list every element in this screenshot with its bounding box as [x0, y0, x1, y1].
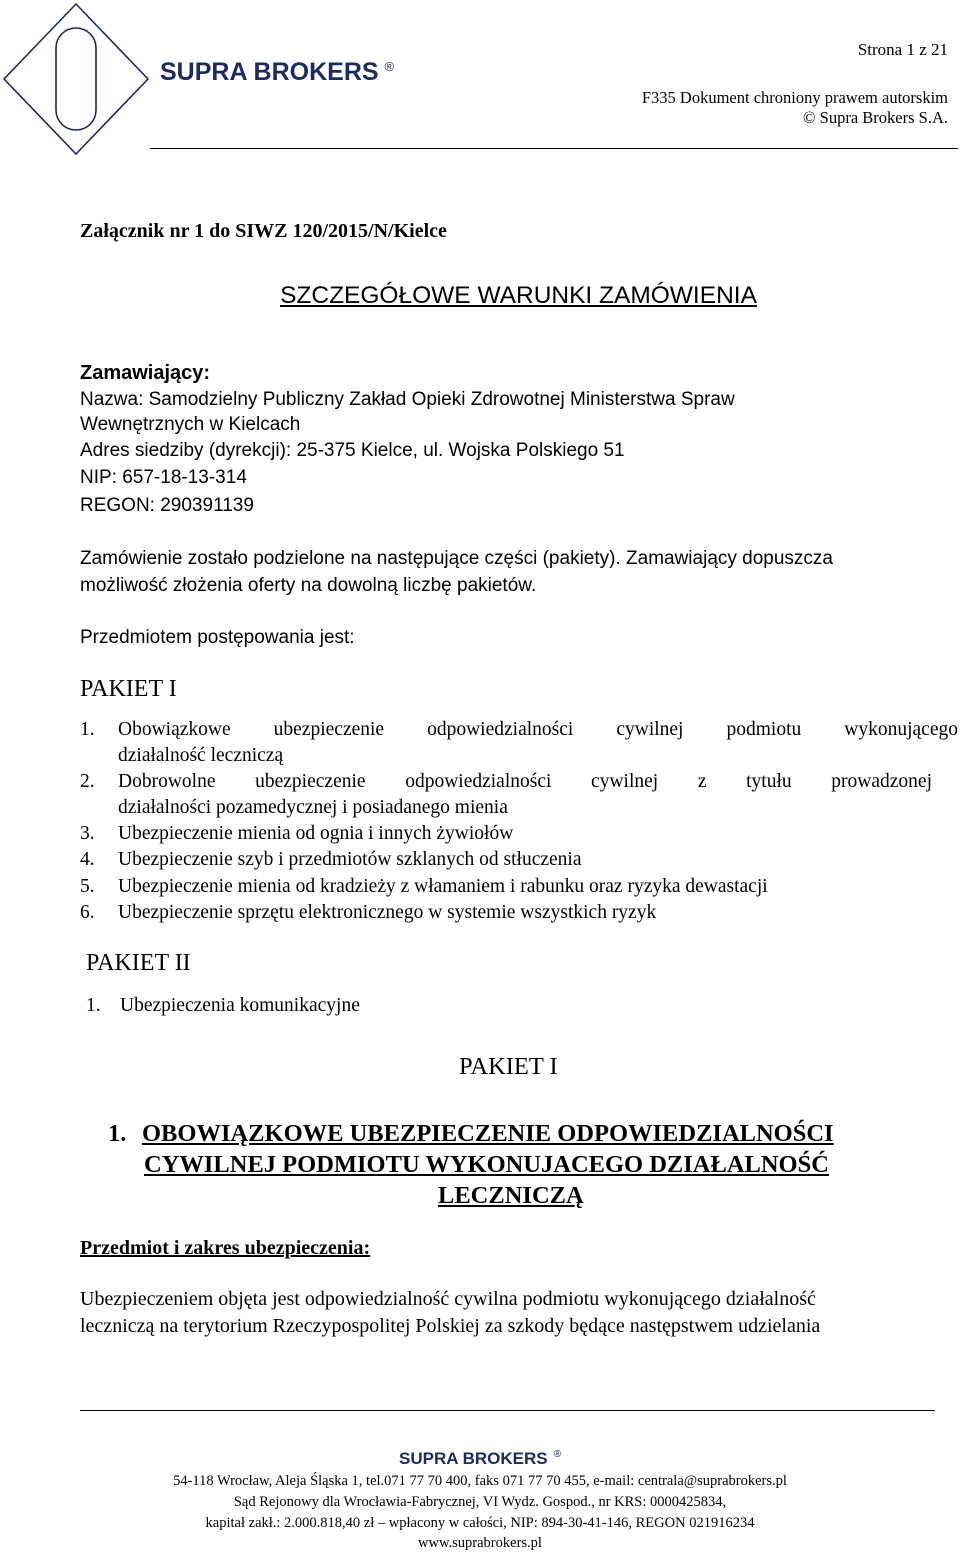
footer-divider	[80, 1410, 935, 1411]
division-line1: Zamówienie zostało podzielone na następujące części (pakiety). Zamawiający dopuszcza	[80, 548, 833, 569]
copyright-notice: F335 Dokument chroniony prawem autorskim	[641, 88, 948, 107]
list-item	[80, 717, 958, 769]
item-text-line1: Obowiązkowe ubezpieczenie odpowiedzialności cywilnej podmiotu wykonującego	[118, 719, 958, 740]
buyer-regon: REGON: 290391139	[80, 495, 254, 516]
package1-heading: PAKIET I	[80, 676, 177, 702]
item-text-line1: Ubezpieczenie mienia od kradzieży z włamaniem i rabunku oraz ryzyka dewastacji	[118, 876, 768, 897]
header-brand: SUPRA BROKERS ®	[160, 58, 395, 86]
item-text-line2: działalność leczniczą	[118, 745, 284, 766]
list-item	[80, 874, 958, 900]
item-number: 1.	[86, 995, 101, 1016]
item-number: 3.	[80, 823, 95, 844]
item-text-line1: Dobrowolne ubezpieczenie odpowiedzialności cywilnej z tytułu prowadzonej	[118, 771, 932, 792]
list-item	[86, 993, 960, 1019]
page-number: Strona 1 z 21	[857, 40, 948, 59]
buyer-label: Zamawiający:	[80, 362, 211, 384]
buyer-name-line2: Wewnętrznych w Kielcach	[80, 414, 301, 435]
footer-address: 54-118 Wrocław, Aleja Śląska 1, tel.071 77 70 400, faks 071 77 70 455, e-mail: centrala@suprabrokers.pl	[173, 1473, 787, 1489]
section-title-line3: LECZNICZĄ	[438, 1182, 584, 1209]
package2-heading: PAKIET II	[86, 950, 191, 976]
list-item	[80, 900, 958, 926]
item-text-line2: działalności pozamedycznej i posiadanego mienia	[118, 797, 508, 818]
footer-brand: SUPRA BROKERS ®	[399, 1449, 561, 1468]
scope-label: Przedmiot i zakres ubezpieczenia:	[80, 1237, 371, 1259]
header-divider	[150, 148, 958, 149]
division-line2: możliwość złożenia oferty na dowolną liczbę pakietów.	[80, 575, 537, 596]
buyer-address: Adres siedziby (dyrekcji): 25-375 Kielce, ul. Wojska Polskiego 51	[80, 440, 625, 461]
list-item	[80, 769, 932, 821]
item-text-line1: Ubezpieczenia komunikacyjne	[120, 995, 360, 1016]
scope-line1: Ubezpieczeniem objęta jest odpowiedzialność cywilna podmiotu wykonującego działalność	[80, 1288, 816, 1310]
footer-capital: kapitał zakł.: 2.000.818,40 zł – wpłacony w całości, NIP: 894-30-41-146, REGON 021916234	[205, 1515, 755, 1531]
subject-intro: Przedmiotem postępowania jest:	[80, 627, 355, 648]
page-title: SZCZEGÓŁOWE WARUNKI ZAMÓWIENIA	[280, 282, 757, 309]
section-number: 1.	[108, 1120, 127, 1147]
footer-website: www.suprabrokers.pl	[418, 1535, 542, 1551]
item-number: 1.	[80, 719, 95, 740]
list-item	[80, 847, 958, 873]
section-package-heading: PAKIET I	[459, 1053, 558, 1080]
section-title-line1: OBOWIĄZKOWE UBEZPIECZENIE ODPOWIEDZIALNOŚCI	[142, 1120, 834, 1147]
item-number: 6.	[80, 902, 95, 923]
scope-line2: leczniczą na terytorium Rzeczypospolitej Polskiej za szkody będące następstwem udzielania	[80, 1315, 821, 1337]
list-item	[80, 821, 958, 847]
attachment-title: Załącznik nr 1 do SIWZ 120/2015/N/Kielce	[80, 220, 447, 242]
section-title-line2: CYWILNEJ PODMIOTU WYKONUJACEGO DZIAŁALNOŚĆ	[144, 1151, 829, 1178]
item-text-line1: Ubezpieczenie mienia od ognia i innych żywiołów	[118, 823, 514, 844]
item-text-line1: Ubezpieczenie sprzętu elektronicznego w systemie wszystkich ryzyk	[118, 902, 657, 923]
buyer-nip: NIP: 657-18-13-314	[80, 467, 247, 488]
item-number: 4.	[80, 849, 95, 870]
item-number: 5.	[80, 876, 95, 897]
copyright-owner: © Supra Brokers S.A.	[803, 108, 948, 127]
footer-court: Sąd Rejonowy dla Wrocławia-Fabrycznej, VI Wydz. Gospod., nr KRS: 0000425834,	[233, 1494, 727, 1510]
item-text-line1: Ubezpieczenie szyb i przedmiotów szklanych od stłuczenia	[118, 849, 582, 870]
buyer-name-line1: Nazwa: Samodzielny Publiczny Zakład Opieki Zdrowotnej Ministerstwa Spraw	[80, 389, 735, 410]
item-number: 2.	[80, 771, 95, 792]
supra-brokers-logo	[2, 2, 150, 156]
